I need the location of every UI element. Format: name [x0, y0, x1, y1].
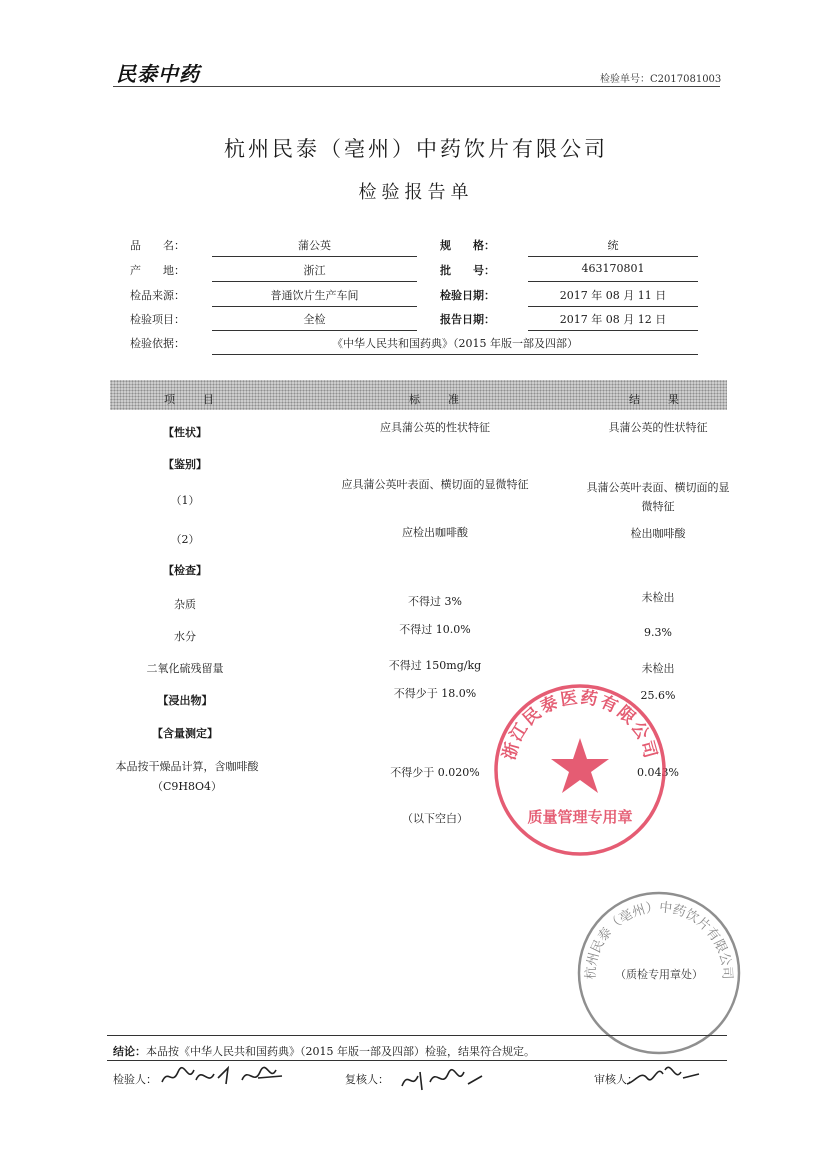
- seal-bottom-text: 质量管理专用章: [527, 808, 633, 826]
- product-name-underline: [212, 256, 417, 257]
- quality-seal-stamp: [490, 680, 670, 860]
- table-row-standard: 不得过 150mg/kg: [388, 659, 482, 672]
- company-seal-center-text: （质检专用章处）: [615, 968, 703, 981]
- table-row-item: （1）: [170, 494, 200, 507]
- origin: 浙江: [303, 264, 326, 277]
- origin-underline: [212, 281, 417, 282]
- table-row-item: 【含量测定】: [152, 727, 218, 740]
- inspector-signature: [158, 1062, 288, 1090]
- table-row-item: 本品按干燥品计算，含咖啡酸（C9H8O4）: [115, 760, 259, 793]
- product-name-label: 品 名：: [130, 239, 185, 252]
- header-divider: [113, 86, 720, 87]
- basis-label: 检验依据：: [130, 337, 185, 350]
- table-row-result: 具蒲公英的性状特征: [608, 421, 708, 434]
- test-date-label: 检验日期：: [440, 289, 495, 302]
- company-seal-stamp: [574, 888, 744, 1058]
- test-date: 2017 年 08 月 11 日: [559, 289, 667, 302]
- report-number-label: 检验单号：: [600, 74, 650, 85]
- table-row-standard: 应具蒲公英叶表面、横切面的显微特征: [341, 478, 529, 491]
- reviewer-label: 复核人：: [345, 1073, 389, 1086]
- approver-label: 审核人：: [594, 1073, 638, 1086]
- conclusion: [113, 1043, 535, 1059]
- table-row-result: 未检出: [641, 662, 675, 675]
- table-row-item: 水分: [174, 630, 196, 643]
- source-label: 检品来源：: [130, 289, 185, 302]
- table-row-result: 检出咖啡酸: [630, 527, 686, 540]
- col-header-result: 结 果: [629, 393, 681, 406]
- report-number-value: C2017081003: [650, 74, 722, 85]
- spec: 统: [607, 239, 619, 252]
- report-date-label: 报告日期：: [440, 313, 495, 326]
- conclusion-text: 本品按《中华人民共和国药典》（2015 年版一部及四部）检验，结果符合规定。: [146, 1045, 535, 1058]
- table-row-item: 【鉴别】: [163, 458, 207, 471]
- batch-label: 批 号：: [440, 264, 495, 277]
- origin-label: 产 地：: [130, 264, 185, 277]
- test-item: 全检: [303, 313, 326, 326]
- company-logo: 民泰中药: [116, 62, 200, 86]
- basis-underline: [212, 354, 698, 355]
- item-label: 检验项目：: [130, 313, 185, 326]
- spec-label: 规 格：: [440, 239, 495, 252]
- table-row-item: （2）: [170, 533, 200, 546]
- spec-underline: [528, 256, 698, 257]
- table-row-standard: 不得少于 0.020%: [390, 766, 480, 779]
- batch-underline: [528, 281, 698, 282]
- footer-divider-top: [107, 1035, 727, 1036]
- test-date-underline: [528, 306, 698, 307]
- table-row-standard: 不得过 3%: [408, 595, 462, 608]
- table-row-item: 【浸出物】: [157, 694, 213, 707]
- approver-signature: [625, 1058, 705, 1090]
- table-row-standard: 不得少于 18.0%: [393, 687, 477, 700]
- table-row-standard: 应检出咖啡酸: [402, 526, 468, 539]
- blank-note: （以下空白）: [402, 812, 468, 825]
- table-row-result: 未检出: [641, 591, 675, 604]
- basis: 《中华人民共和国药典》（2015 年版一部及四部）: [332, 337, 578, 350]
- conclusion-label: 结论：: [113, 1045, 146, 1058]
- product-name: 蒲公英: [298, 239, 331, 252]
- col-header-standard: 标 准: [409, 393, 461, 406]
- test-item-underline: [212, 330, 417, 331]
- document-title: 检验报告单: [358, 182, 474, 203]
- report-date-underline: [528, 330, 698, 331]
- star-icon: [551, 738, 609, 793]
- table-row-result: 25.6%: [640, 689, 676, 702]
- table-row-result: 具蒲公英叶表面、横切面的显微特征: [586, 481, 730, 514]
- table-row-result: 9.3%: [644, 626, 672, 639]
- company-name: 杭州民泰（亳州）中药饮片有限公司: [224, 137, 608, 161]
- source-underline: [212, 306, 417, 307]
- source: 普通饮片生产车间: [270, 289, 359, 302]
- seal-arc-text: 浙江民泰医药有限公司: [499, 687, 661, 763]
- table-row-item: 杂质: [174, 598, 196, 611]
- reviewer-signature: [398, 1064, 488, 1094]
- report-number: [600, 70, 721, 85]
- inspector-label: 检验人：: [113, 1073, 157, 1086]
- batch: 463170801: [581, 262, 645, 275]
- company-seal-arc-text: 杭州民泰（亳州）中药饮片有限公司: [583, 900, 735, 980]
- table-row-item: 【性状】: [163, 426, 207, 439]
- table-row-item: 二氧化硫残留量: [146, 662, 224, 675]
- table-row-item: 【检查】: [163, 564, 207, 577]
- table-row-standard: 不得过 10.0%: [399, 623, 471, 636]
- table-row-standard: 应具蒲公英的性状特征: [380, 421, 490, 434]
- table-row-result: 0.043%: [637, 766, 679, 779]
- report-date: 2017 年 08 月 12 日: [559, 313, 667, 326]
- col-header-item: 项 目: [164, 393, 216, 406]
